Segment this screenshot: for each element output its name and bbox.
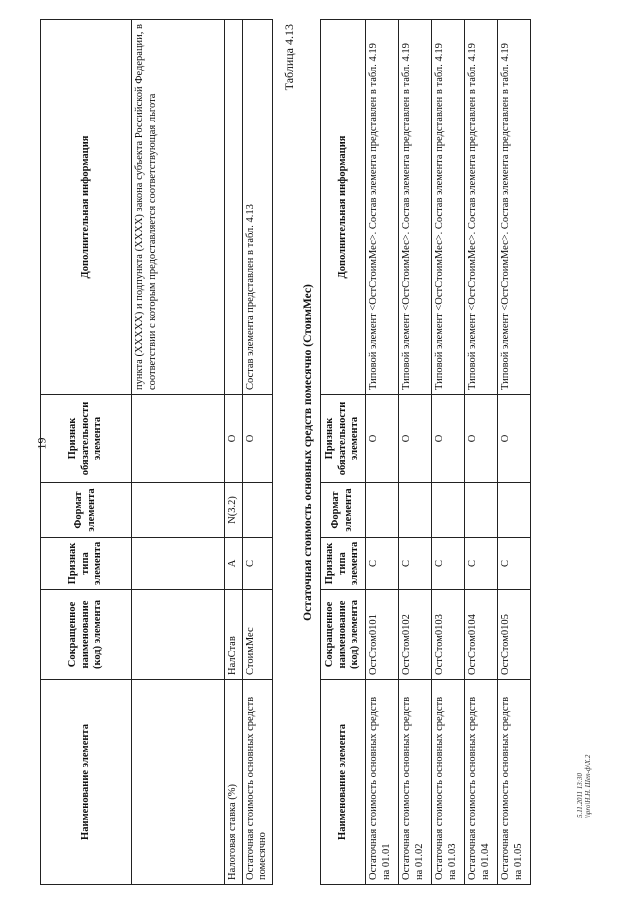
table-cell: О bbox=[399, 395, 432, 483]
table-cell: С bbox=[366, 538, 399, 590]
table-4-12-continuation bbox=[40, 19, 273, 885]
table-cell: Типовой элемент <ОстСтоимМес>. Состав элемента представлен в табл. 4.19 bbox=[399, 20, 432, 395]
table-cell bbox=[132, 590, 225, 680]
table-cell bbox=[399, 483, 432, 538]
table-cell: ОстСтом0105 bbox=[498, 590, 531, 680]
column-header: Формат элемента bbox=[41, 483, 132, 538]
table-cell: С bbox=[498, 538, 531, 590]
table-cell: ОстСтом0103 bbox=[432, 590, 465, 680]
table-cell: Остаточная стоимость основных средств на 01.01 bbox=[366, 680, 399, 885]
table-cell: С bbox=[242, 538, 272, 590]
table-cell: Состав элемента представлен в табл. 4.13 bbox=[242, 20, 272, 395]
table-header-row bbox=[321, 20, 366, 885]
stamp-line: 5.11.2011 13:30 bbox=[576, 772, 584, 818]
table-cell bbox=[225, 20, 243, 395]
table-cell bbox=[132, 538, 225, 590]
table-row bbox=[132, 20, 225, 885]
table-cell: О bbox=[465, 395, 498, 483]
table-cell: Типовой элемент <ОстСтоимМес>. Состав элемента представлен в табл. 4.19 bbox=[366, 20, 399, 395]
column-header: Признак обязательности элемента bbox=[41, 395, 132, 483]
file-path-stamp bbox=[576, 754, 592, 818]
column-header: Признак типа элемента bbox=[321, 538, 366, 590]
column-header: Признак обязательности элемента bbox=[321, 395, 366, 483]
table-cell: О bbox=[242, 395, 272, 483]
table-cell: О bbox=[225, 395, 243, 483]
table-cell: Остаточная стоимость основных средств на 01.03 bbox=[432, 680, 465, 885]
table-cell bbox=[498, 483, 531, 538]
table-row bbox=[465, 20, 498, 885]
table-cell: ОстСтом0102 bbox=[399, 590, 432, 680]
table-cell bbox=[432, 483, 465, 538]
table-row bbox=[498, 20, 531, 885]
table-cell: пункта (XXXXX) и подпункта (XXXX) закона субъекта Российской Федерации, в соответствии с которым предоставляется соответствующая льгота bbox=[132, 20, 225, 395]
table-cell: ОстСтом0104 bbox=[465, 590, 498, 680]
table-cell: СтоимМес bbox=[242, 590, 272, 680]
table-cell bbox=[366, 483, 399, 538]
column-header: Дополнительная информация bbox=[41, 20, 132, 395]
table-cell: О bbox=[498, 395, 531, 483]
table-row bbox=[242, 20, 272, 885]
table-cell: О bbox=[432, 395, 465, 483]
table-cell: С bbox=[432, 538, 465, 590]
table-row bbox=[225, 20, 243, 885]
table-cell: О bbox=[366, 395, 399, 483]
table-cell: НалСтав bbox=[225, 590, 243, 680]
table-cell: Типовой элемент <ОстСтоимМес>. Состав элемента представлен в табл. 4.19 bbox=[498, 20, 531, 395]
table-4-13 bbox=[320, 19, 531, 885]
table-cell bbox=[132, 680, 225, 885]
column-header: Сокращенное наименование (код) элемента bbox=[321, 590, 366, 680]
table-cell bbox=[132, 395, 225, 483]
table-cell: ОстСтом0101 bbox=[366, 590, 399, 680]
column-header: Дополнительная информация bbox=[321, 20, 366, 395]
table-cell: Остаточная стоимость основных средств помесячно bbox=[242, 680, 272, 885]
table-cell: А bbox=[225, 538, 243, 590]
table-cell: С bbox=[399, 538, 432, 590]
table-cell bbox=[132, 483, 225, 538]
stamp-line: \\pro\Н.Н. Шеп-ф\Х.2 bbox=[584, 754, 592, 818]
column-header: Формат элемента bbox=[321, 483, 366, 538]
table-cell: Типовой элемент <ОстСтоимМес>. Состав элемента представлен в табл. 4.19 bbox=[432, 20, 465, 395]
table-title: Остаточная стоимость основных средств помесячно (СтоимМес) bbox=[302, 284, 314, 621]
column-header: Признак типа элемента bbox=[41, 538, 132, 590]
table-header-row bbox=[41, 20, 132, 885]
page-number: 19 bbox=[34, 437, 49, 450]
rotated-page-content bbox=[40, 20, 600, 885]
table-cell: N(3.2) bbox=[225, 483, 243, 538]
table-cell: С bbox=[465, 538, 498, 590]
table-cell bbox=[242, 483, 272, 538]
table-row bbox=[432, 20, 465, 885]
table-cell: Остаточная стоимость основных средств на 01.05 bbox=[498, 680, 531, 885]
table-row bbox=[399, 20, 432, 885]
table-row bbox=[366, 20, 399, 885]
column-header: Сокращенное наименование (код) элемента bbox=[41, 590, 132, 680]
table-cell: Остаточная стоимость основных средств на 01.02 bbox=[399, 680, 432, 885]
table-cell bbox=[465, 483, 498, 538]
column-header: Наименование элемента bbox=[321, 680, 366, 885]
table-cell: Налоговая ставка (%) bbox=[225, 680, 243, 885]
table-cell: Остаточная стоимость основных средств на 01.04 bbox=[465, 680, 498, 885]
table-caption: Таблица 4.13 bbox=[282, 24, 296, 91]
column-header: Наименование элемента bbox=[41, 680, 132, 885]
table-cell: Типовой элемент <ОстСтоимМес>. Состав элемента представлен в табл. 4.19 bbox=[465, 20, 498, 395]
